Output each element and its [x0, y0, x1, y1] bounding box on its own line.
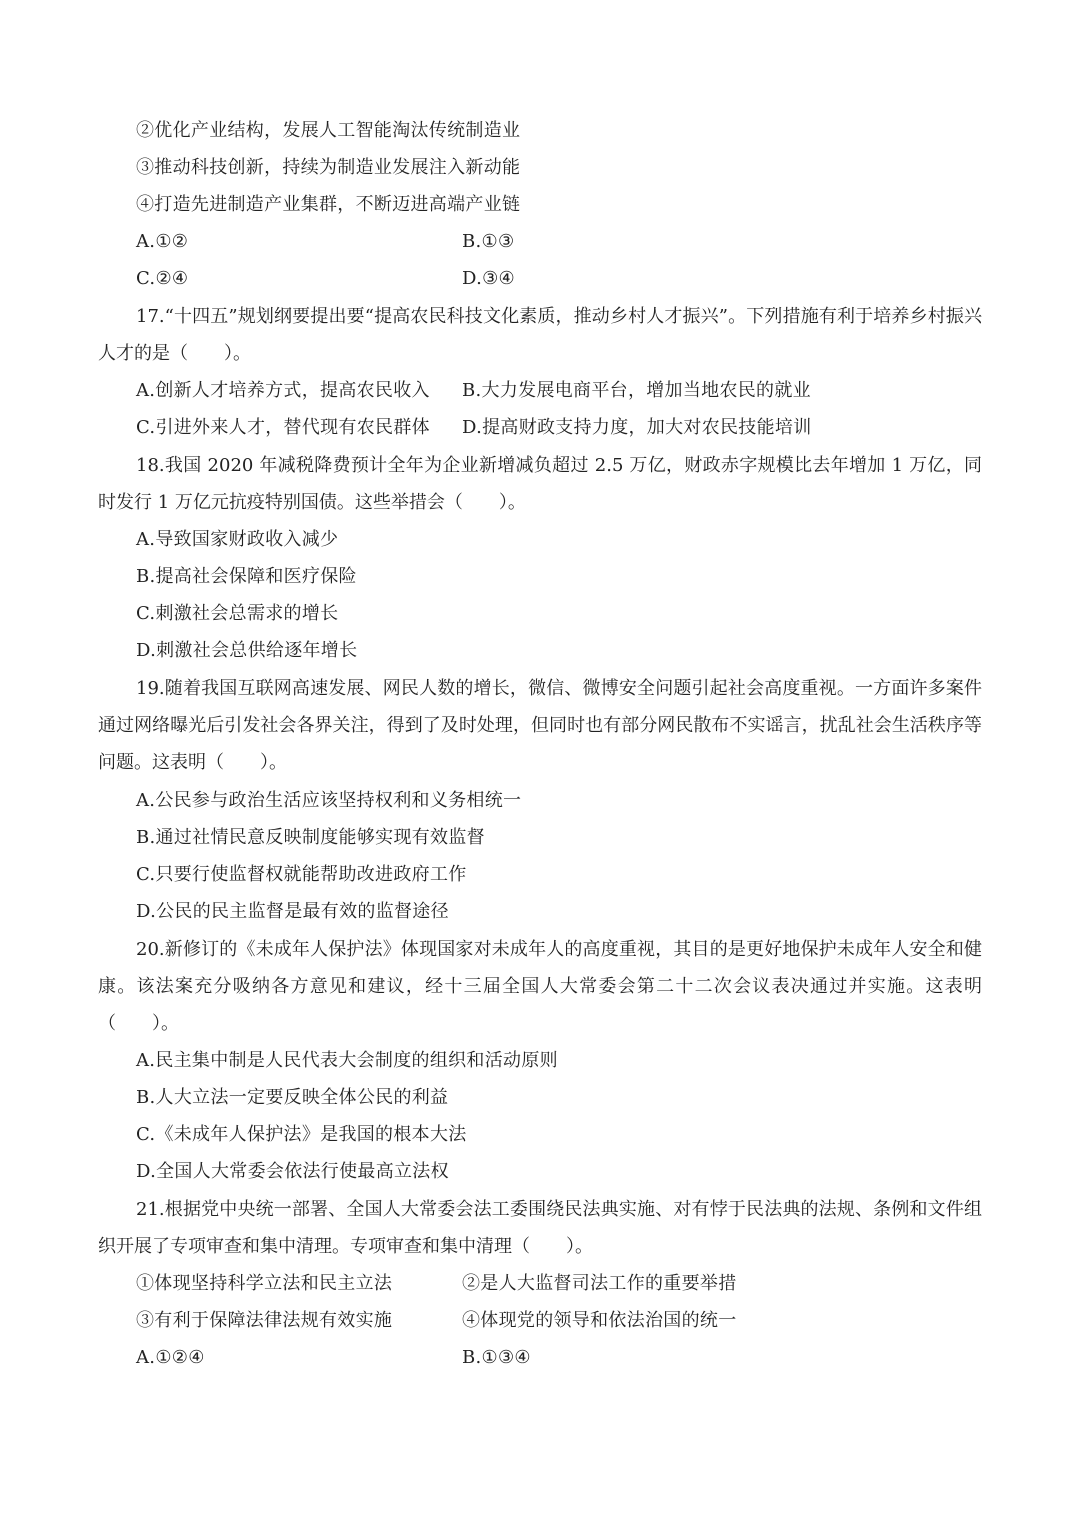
q17-answer-b[interactable]: B.大力发展电商平台，增加当地农民的就业: [462, 380, 811, 401]
q20-stem-text: 20.新修订的《未成年人保护法》体现国家对未成年人的高度重视，其目的是更好地保护未成年人安全和健康。该法案充分吸纳各方意见和建议，经十三届全国人大常委会第二十二次会议表决通过并实施。这表明（ ）。: [98, 939, 982, 1034]
q20-answer-b[interactable]: B.人大立法一定要反映全体公民的利益: [136, 1087, 449, 1108]
q21-option-4: ④体现党的领导和依法治国的统一: [462, 1310, 737, 1331]
q21-answer-a[interactable]: A.①②④: [136, 1347, 205, 1368]
q18-stem-text: 18.我国 2020 年减税降费预计全年为企业新增减负超过 2.5 万亿，财政赤字规模比去年增加 1 万亿，同时发行 1 万亿元抗疫特别国债。这些举措会（ ）。: [98, 455, 982, 513]
q21-option-3: ③有利于保障法律法规有效实施: [136, 1310, 393, 1331]
q19-stem: [98, 670, 982, 781]
q18-answer-d[interactable]: D.刺激社会总供给逐年增长: [136, 640, 358, 661]
q20-answer-a[interactable]: A.民主集中制是人民代表大会制度的组织和活动原则: [136, 1050, 558, 1071]
q19-answer-a[interactable]: A.公民参与政治生活应该坚持权利和义务相统一: [136, 790, 522, 811]
q16-answer-a[interactable]: A.①②: [136, 231, 189, 252]
q17-stem-text: 17.“十四五”规划纲要提出要“提高农民科技文化素质，推动乡村人才振兴”。下列措施有利于培养乡村振兴人才的是（ ）。: [98, 306, 982, 364]
q21-option-2: ②是人大监督司法工作的重要举措: [462, 1273, 737, 1294]
q20-answer-c[interactable]: C.《未成年人保护法》是我国的根本大法: [136, 1124, 467, 1145]
q17-answer-a[interactable]: A.创新人才培养方式，提高农民收入: [136, 380, 430, 401]
q18-answer-a[interactable]: A.导致国家财政收入减少: [136, 529, 339, 550]
q17-answer-c[interactable]: C.引进外来人才，替代现有农民群体: [136, 417, 430, 438]
q19-answer-d[interactable]: D.公民的民主监督是最有效的监督途径: [136, 901, 449, 922]
q21-stem-text: 21.根据党中央统一部署、全国人大常委会法工委围绕民法典实施、对有悖于民法典的法规、条例和文件组织开展了专项审查和集中清理。专项审查和集中清理（ ）。: [98, 1199, 982, 1257]
q20-answer-d[interactable]: D.全国人大常委会依法行使最高立法权: [136, 1161, 449, 1182]
q19-answer-b[interactable]: B.通过社情民意反映制度能够实现有效监督: [136, 827, 485, 848]
q18-answer-b[interactable]: B.提高社会保障和医疗保险: [136, 566, 357, 587]
q21-stem: [98, 1191, 982, 1265]
q17-stem: [98, 298, 982, 372]
q16-answer-c[interactable]: C.②④: [136, 268, 189, 289]
q16-option-2: ②优化产业结构，发展人工智能淘汰传统制造业: [136, 120, 521, 141]
q16-answer-d[interactable]: D.③④: [462, 268, 515, 289]
q19-answer-c[interactable]: C.只要行使监督权就能帮助改进政府工作: [136, 864, 467, 885]
q18-answer-c[interactable]: C.刺激社会总需求的增长: [136, 603, 339, 624]
q16-option-3: ③推动科技创新，持续为制造业发展注入新动能: [136, 157, 521, 178]
q16-answer-b[interactable]: B.①③: [462, 231, 515, 252]
q21-answer-b[interactable]: B.①③④: [462, 1347, 531, 1368]
q16-option-4: ④打造先进制造产业集群，不断迈进高端产业链: [136, 194, 521, 215]
q19-stem-text: 19.随着我国互联网高速发展、网民人数的增长，微信、微博安全问题引起社会高度重视。一方面许多案件通过网络曝光后引发社会各界关注，得到了及时处理，但同时也有部分网民散布不实谣言，扰乱社会生活秩序等问题。这表明（ ）。: [98, 678, 982, 773]
q21-option-1: ①体现坚持科学立法和民主立法: [136, 1273, 393, 1294]
q20-stem: [98, 931, 982, 1042]
q17-answer-d[interactable]: D.提高财政支持力度，加大对农民技能培训: [462, 417, 812, 438]
q18-stem: [98, 447, 982, 521]
